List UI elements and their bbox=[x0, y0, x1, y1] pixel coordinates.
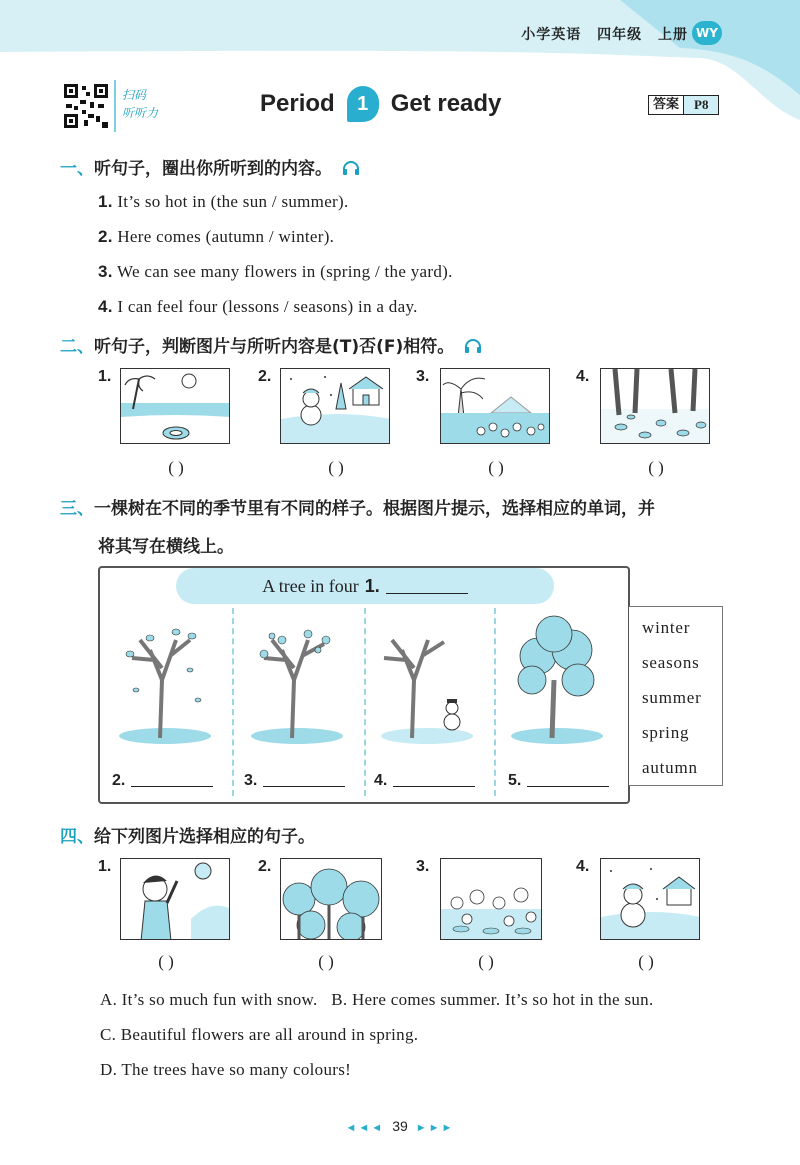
s2-answer-3[interactable]: ( ) bbox=[488, 458, 504, 477]
s4-answer-1[interactable]: ( ) bbox=[158, 952, 174, 971]
section1-item-1: 1. It’s so hot in (the sun / summer). bbox=[98, 192, 349, 211]
section1-item-2: 2. Here comes (autumn / winter). bbox=[98, 227, 335, 246]
section3-text-line1: 一棵树在不同的季节里有不同的样子。根据图片提示，选择相应的单词，并 bbox=[94, 499, 655, 519]
right-arrows-icon: ►►► bbox=[415, 1122, 455, 1134]
s4-answer-4[interactable]: ( ) bbox=[638, 952, 654, 971]
section4-text: 给下列图片选择相应的句子。 bbox=[94, 827, 315, 847]
section3-index: 三、 bbox=[60, 499, 94, 519]
s4-answer-2[interactable]: ( ) bbox=[318, 952, 334, 971]
period-word: Period bbox=[260, 90, 335, 117]
s2-pic-num-1: 1. bbox=[98, 368, 112, 385]
section1-index: 一、 bbox=[60, 159, 94, 179]
answer-page: P8 bbox=[684, 96, 718, 114]
winter-tree-image bbox=[372, 610, 482, 750]
section1-text: 听句子，圈出你所听到的内容。 bbox=[94, 159, 332, 179]
autumn-tree-image bbox=[110, 610, 220, 750]
dashed-divider bbox=[232, 608, 234, 796]
section2-index: 二、 bbox=[60, 337, 94, 357]
answer-reference bbox=[648, 95, 719, 115]
s4-answer-3[interactable]: ( ) bbox=[478, 952, 494, 971]
section1-title bbox=[60, 154, 360, 179]
period-title-text: Get ready bbox=[390, 90, 502, 117]
dashed-divider bbox=[364, 608, 366, 796]
volume-label: 上册 bbox=[658, 27, 688, 43]
section4-option-ab: A. It’s so much fun with snow. B. Here comes summer. It’s so hot in the sun. bbox=[100, 990, 654, 1009]
section4-title bbox=[60, 822, 315, 847]
qr-label-line2: 听听力 bbox=[122, 106, 159, 120]
tree-header-blank[interactable] bbox=[386, 578, 468, 594]
tree-blank-3[interactable]: 3. bbox=[244, 772, 345, 790]
boy-sun-image bbox=[120, 858, 230, 940]
section4-option-d: D. The trees have so many colours! bbox=[100, 1060, 352, 1079]
tree-blank-4[interactable]: 4. bbox=[374, 772, 475, 790]
book-info bbox=[511, 24, 688, 44]
section2-text: 听句子，判断图片与所听内容是(T)否(F)相符。 bbox=[94, 337, 455, 357]
page-title bbox=[260, 86, 501, 122]
left-arrows-icon: ◄◄◄ bbox=[345, 1122, 385, 1134]
spring-flowers-image bbox=[440, 368, 550, 444]
s2-answer-2[interactable]: ( ) bbox=[328, 458, 344, 477]
period-number-badge: 1 bbox=[347, 86, 379, 122]
summer-tree-image bbox=[502, 610, 612, 750]
s2-pic-num-3: 3. bbox=[416, 368, 430, 385]
flower-garden-image bbox=[440, 858, 542, 940]
grade-label: 四年级 bbox=[597, 27, 643, 43]
section1-item-4: 4. I can feel four (lessons / seasons) in a day. bbox=[98, 297, 418, 316]
spring-tree-image bbox=[242, 610, 352, 750]
snowman-winter-image bbox=[280, 368, 390, 444]
tree-header-text: A tree in four bbox=[262, 575, 359, 596]
autumn-leaves-image bbox=[600, 368, 710, 444]
headphone-icon[interactable] bbox=[342, 161, 360, 175]
tree-header bbox=[176, 568, 554, 604]
page-footer bbox=[0, 1118, 800, 1134]
qr-label bbox=[114, 80, 164, 132]
beach-scene-image bbox=[120, 368, 230, 444]
section2-title bbox=[60, 332, 482, 357]
s4-pic-num-2: 2. bbox=[258, 858, 272, 875]
snowman-girl-image bbox=[600, 858, 700, 940]
tree-blank-2[interactable]: 2. bbox=[112, 772, 213, 790]
s2-pic-num-4: 4. bbox=[576, 368, 590, 385]
word-bank-item: winter bbox=[642, 618, 691, 637]
qr-code-icon[interactable] bbox=[62, 82, 110, 130]
section4-option-c: C. Beautiful flowers are all around in spring. bbox=[100, 1025, 419, 1044]
s2-answer-1[interactable]: ( ) bbox=[168, 458, 184, 477]
word-bank-item: seasons bbox=[642, 653, 700, 672]
section3-title bbox=[60, 494, 655, 519]
section1-item-3: 3. We can see many flowers in (spring / the yard). bbox=[98, 262, 453, 281]
word-bank-item: spring bbox=[642, 723, 690, 742]
book-name: 小学英语 bbox=[521, 27, 582, 43]
tree-header-num: 1. bbox=[364, 575, 380, 596]
word-bank-item: autumn bbox=[642, 758, 698, 777]
tree-blank-5[interactable]: 5. bbox=[508, 772, 609, 790]
s4-pic-num-3: 3. bbox=[416, 858, 430, 875]
summer-trees-image bbox=[280, 858, 382, 940]
word-bank-item: summer bbox=[642, 688, 702, 707]
s2-pic-num-2: 2. bbox=[258, 368, 272, 385]
s4-pic-num-1: 1. bbox=[98, 858, 112, 875]
s2-answer-4[interactable]: ( ) bbox=[648, 458, 664, 477]
section3-title-line2: 将其写在横线上。 bbox=[98, 537, 234, 557]
headphone-icon[interactable] bbox=[464, 339, 482, 353]
dashed-divider bbox=[494, 608, 496, 796]
qr-label-line1: 扫码 bbox=[122, 88, 147, 102]
page-number: 39 bbox=[392, 1118, 408, 1134]
s4-pic-num-4: 4. bbox=[576, 858, 590, 875]
answer-label: 答案 bbox=[649, 96, 684, 114]
edition-badge: WY bbox=[692, 21, 722, 45]
section4-index: 四、 bbox=[60, 827, 94, 847]
